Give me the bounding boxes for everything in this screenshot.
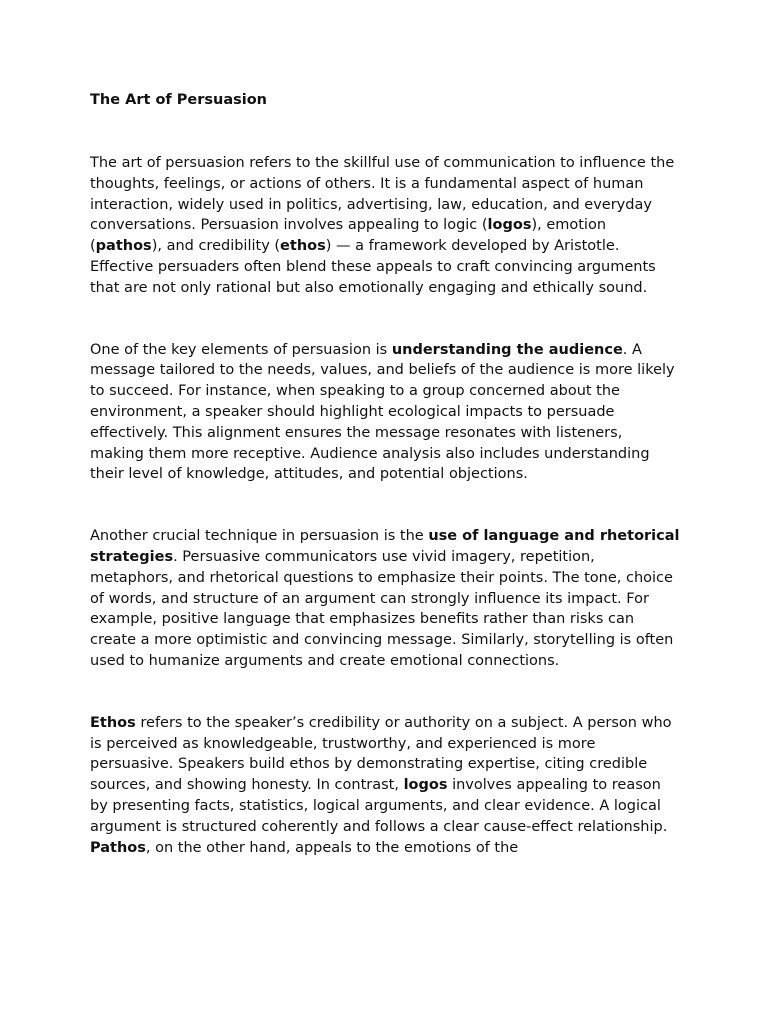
paragraph-language [90, 526, 680, 672]
bold-term-pathos: Pathos [90, 839, 146, 856]
bold-term-language-strategies: use of language and rhetorical strategies [90, 528, 680, 565]
text-run: involves appealing to reason by presenting facts, statistics, logical arguments, and clear evidence. A logical argument is structured coherently and follows a clear cause-effect relationship. [90, 777, 668, 835]
bold-term-ethos: ethos [280, 238, 326, 255]
document-page [90, 90, 680, 899]
text-run: , on the other hand, appeals to the emotions of the [145, 839, 519, 856]
text-run: . A message tailored to the needs, values, and beliefs of the audience is more likely to succeed. For instance, when speaking to a group concerned about the environment, a speaker should highlight ecological impacts to persuade effectively. This alignment ensures the message resonates with listeners, making them more receptive. Audience analysis also includes understanding their level of knowledge, attitudes, and potential objections. [90, 341, 675, 483]
paragraph-audience [90, 340, 680, 486]
document-title: The Art of Persuasion [90, 92, 268, 108]
text-run: refers to the speaker’s credibility or authority on a subject. A person who is perceived as knowledgeable, trustworthy, and experienced is more persuasive. Speakers build ethos by demonstrating expertise, citing credible sources, and showing honesty. In contrast, [90, 714, 672, 794]
paragraph-intro [90, 153, 680, 299]
text-run: ), and credibility ( [151, 238, 281, 255]
bold-term-ethos: Ethos [90, 714, 136, 731]
text-run: One of the key elements of persuasion is [90, 341, 392, 358]
text-run: ), emotion ( [90, 217, 607, 255]
bold-term-logos: logos [487, 217, 532, 234]
text-run: The art of persuasion refers to the skillful use of communication to influence the thoughts, feelings, or actions of others. It is a fundamental aspect of human interaction, widely used in politics, advertising, law, education, and everyday conversations. Persuasion involves appealing to logic ( [90, 155, 675, 234]
bold-term-understanding-audience: understanding the audience [391, 341, 623, 358]
paragraph-ethos-logos-pathos [90, 713, 680, 859]
bold-term-pathos: pathos [95, 238, 152, 255]
text-run: . Persuasive communicators use vivid imagery, repetition, metaphors, and rhetorical questions to emphasize their points. The tone, choice of words, and structure of an argument can strongly influence its impact. For example, positive language that emphasizes benefits rather than risks can create a more optimistic and convincing message. Similarly, storytelling is often used to humanize arguments and create emotional connections. [90, 548, 674, 669]
text-run: Another crucial technique in persuasion is the [90, 528, 429, 545]
text-run: ) — a framework developed by Aristotle. Effective persuaders often blend these appeals to craft convincing arguments that are not only rational but also emotionally engaging and ethically sound. [90, 238, 656, 296]
bold-term-logos: logos [403, 777, 448, 794]
